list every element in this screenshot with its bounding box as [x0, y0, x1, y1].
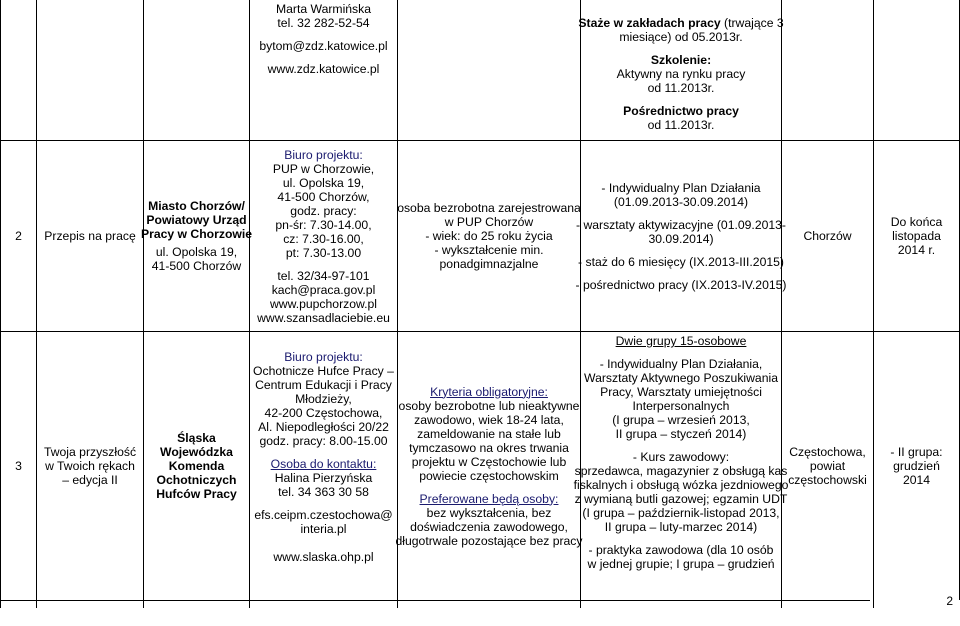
contact-phone: tel. 32 282-52-54	[277, 16, 370, 30]
row2-project-name: Przepis na pracę	[44, 229, 136, 243]
row3-organizer: Śląska Wojewódzka Komenda Ochotniczych Hufców Pracy	[156, 431, 237, 501]
website-link[interactable]: www.slaska.ohp.pl	[273, 550, 374, 564]
row2-support-forms: - Indywidualny Plan Działania (01.09.2013-30.09.2014) - warsztaty aktywizacyjne (01.09.2013- 30.09.2014) - staż do 6 miesięcy (IX.2013-III.2015) - pośrednictwo pracy (IX.2013-IV.2015)	[575, 180, 787, 292]
mediation-title: Pośrednictwo pracy	[623, 104, 739, 118]
row2-organizer: Miasto Chorzów/ Powiatowy Urząd Pracy w Chorzowie ul. Opolska 19, 41-500 Chorzów	[140, 199, 253, 273]
internships-duration: (trwające 3	[720, 16, 784, 30]
contact-person-title: Osoba do kontaktu:	[270, 457, 377, 471]
training-title: Szkolenie:	[650, 53, 712, 67]
row2-target-group: osoba bezrobotna zarejestrowana w PUP Chorzów - wiek: do 25 roku życia - wykształcenie min. ponadgimnazjalne	[397, 201, 581, 271]
row2-contact: Biuro projektu: PUP w Chorzowie, ul. Opolska 19, 41-500 Chorzów, godz. pracy: pn-śr: 7.30-14.00, cz: 7.30-16.00, pt: 7.30-13.00 tel. 32/34-97-101 kach@praca.gov.pl www.pupchorzow.pl www.szansadlaciebie.eu	[257, 147, 390, 325]
project-office-title: Biuro projektu:	[284, 350, 363, 364]
project-office-title: Biuro projektu:	[284, 147, 363, 162]
website-link[interactable]: www.pupchorzow.pl	[269, 296, 378, 311]
email-link[interactable]: efs.ceipm.czestochowa@	[254, 508, 393, 522]
training-date: od 11.2013r.	[647, 81, 715, 95]
top-forms-cell	[578, 0, 784, 156]
contact-website: www.zdz.katowice.pl	[267, 62, 380, 76]
email-link[interactable]: kach@praca.gov.pl	[271, 282, 376, 297]
row3-number: 3	[15, 459, 22, 473]
training-name: Aktywny na rynku pracy	[616, 67, 746, 81]
contact-email: bytom@zdz.katowice.pl	[259, 39, 388, 53]
email-link-cont[interactable]: interia.pl	[300, 522, 347, 536]
row3-deadline: - II grupa: grudzień 2014	[890, 445, 943, 487]
internships-date: miesiące) od 05.2013r.	[619, 30, 743, 44]
groups-title: Dwie grupy 15-osobowe	[615, 334, 747, 348]
top-contact-cell	[250, 0, 397, 86]
internships-title: Staże w zakładach pracy	[578, 16, 721, 30]
website-link[interactable]: www.szansadlaciebie.eu	[257, 310, 390, 325]
mandatory-criteria-title: Kryteria obligatoryjne:	[430, 384, 548, 399]
mediation-date: od 11.2013r.	[647, 118, 715, 132]
row2-number: 2	[15, 229, 22, 243]
row2-deadline: Do końca listopada 2014 r.	[890, 215, 943, 257]
row3-target-group: Kryteria obligatoryjne: osoby bezrobotne lub nieaktywne zawodowo, wiek 18-24 lata, zameldowanie na stałe lub tymczasowo na okres trwania projektu w Częstochowie lub powiecie częstochowskim Preferowane będą osoby: bez wykształcenia, bez doświadczenia zawodowego, długotrwale pozostające bez pracy	[395, 384, 583, 548]
row3-project-name: Twoja przyszłość w Twoich rękach – edycja II	[43, 445, 137, 487]
row3-support-forms: Dwie grupy 15-osobowe - Indywidualny Plan Działania, Warsztaty Aktywnego Poszukiwania Pracy, Warsztaty umiejętności Interpersonalnych (I grupa – wrzesień 2013, II grupa – styczeń 2014) - Kurs zawodowy: sprzedawca, magazynier z obsługą kas fiskalnych i obsługą wózka jezdniowego z wymianą butli gazowej; egzamin UDT (I grupa – październik-listopad 2013, II grupa – luty-marzec 2014) - praktyka zawodowa (dla 10 osób w jednej grupie; I grupa – grudzień	[573, 334, 789, 571]
row3-place: Częstochowa, powiat częstochowski	[788, 445, 867, 487]
contact-name: Marta Warmińska	[275, 2, 372, 16]
page-number: 2	[946, 594, 953, 608]
preferred-title: Preferowane będą osoby:	[419, 491, 559, 506]
row2-place: Chorzów	[803, 229, 852, 243]
row3-contact: Biuro projektu: Ochotnicze Hufce Pracy – Centrum Edukacji i Pracy Młodzieży, 42-200 Częstochowa, Al. Niepodległości 20/22 godz. pracy: 8.00-15.00 Osoba do kontaktu: Halina Pierzyńska tel. 34 363 30 58 efs.ceipm.czestochowa@ interia.pl www.slaska.ohp.pl	[253, 350, 394, 564]
